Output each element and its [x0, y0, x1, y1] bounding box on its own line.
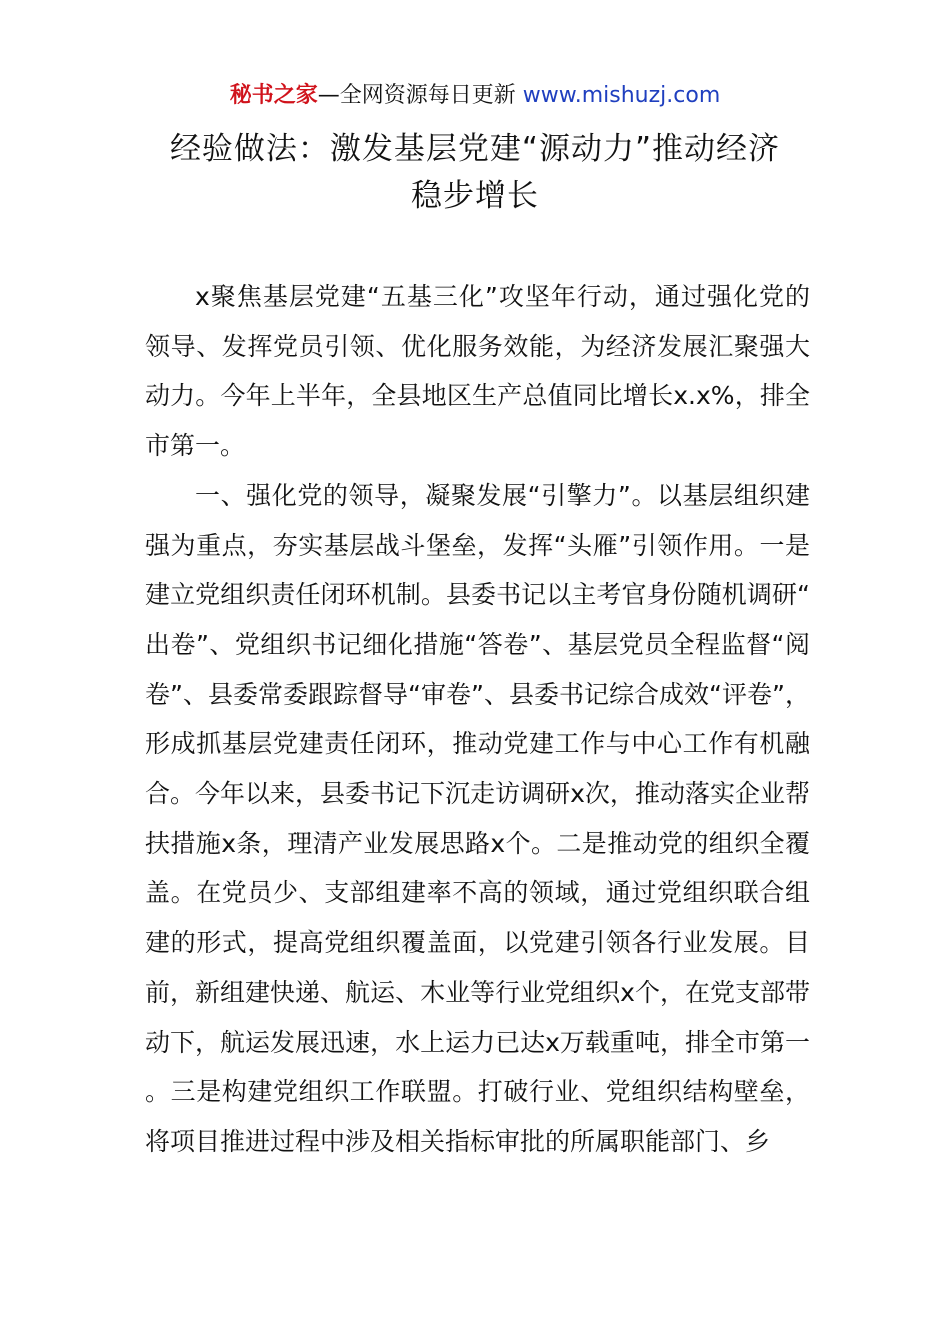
site-header [0, 80, 950, 112]
paragraph-intro: x聚焦基层党建“五基三化”攻坚年行动，通过强化党的领导、发挥党员引领、优化服务效能，为经济发展汇聚强大动力。今年上半年，全县地区生产总值同比增长x.x%，排全市第一。 [145, 282, 810, 461]
document-title [0, 126, 950, 220]
site-brand: 秘书之家 [229, 83, 318, 108]
document-body [145, 272, 810, 1167]
paragraph-section-1: 一、强化党的领导，凝聚发展“引擎力”。以基层组织建强为重点，夯实基层战斗堡垒，发挥“头雁”引领作用。一是建立党组织责任闭环机制。县委书记以主考官身份随机调研“出卷”、党组织书记细化措施“答卷”、基层党员全程监督“阅卷”、县委常委跟踪督导“审卷”、县委书记综合成效“评卷”，形成抓基层党建责任闭环，推动党建工作与中心工作有机融合。今年以来，县委书记下沉走访调研x次，推动落实企业帮扶措施x条，理清产业发展思路x个。二是推动党的组织全覆盖。在党员少、支部组建率不高的领域，通过党组织联合组建的形式，提高党组织覆盖面，以党建引领各行业发展。目前，新组建快递、航运、木业等行业党组织x个，在党支部带动下，航运发展迅速，水上运力已达x万载重吨，排全市第一。三是构建党组织工作联盟。打破行业、党组织结构壁垒，将项目推进过程中涉及相关指标审批的所属职能部门、乡 [145, 480, 810, 1156]
site-tagline: —全网资源每日更新 [317, 83, 523, 108]
site-url-link[interactable]: www.mishuzj.com [522, 83, 721, 108]
document-title-line-2: 稳步增长 [411, 178, 539, 214]
document-title-line-1: 经验做法：激发基层党建“源动力”推动经济 [169, 131, 781, 167]
